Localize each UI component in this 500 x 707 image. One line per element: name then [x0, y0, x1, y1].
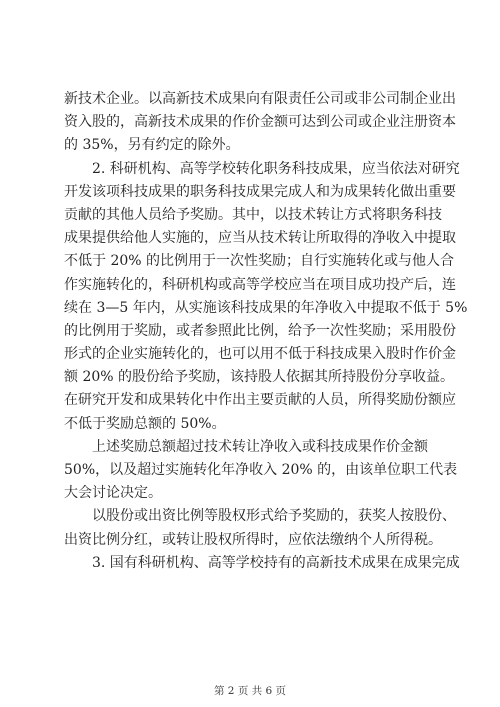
text-line: 形式的企业实施转化的，也可以用不低于科技成果入股时作价金	[64, 346, 456, 363]
paragraph-start-line: 3. 国有科研机构、高等学校持有的高新技术成果在成果完成	[92, 554, 460, 571]
page-footer: 第 2 页 共 6 页	[213, 685, 287, 697]
text-line: 续在 3—5 年内，从实施该科技成果的年净收入中提取不低于 5%	[64, 299, 468, 316]
paragraph-start-line: 上述奖励总额超过技术转让净收入或科技成果作价金额	[92, 438, 428, 455]
text-line: 出资比例分红，或转让股权所得时，应依法缴纳个人所得税。	[64, 531, 442, 548]
text-line: 成果提供给他人实施的，应当从技术转让所取得的净收入中提取	[64, 230, 456, 247]
text-line: 在研究开发和成果转化中作出主要贡献的人员，所得奖励份额应	[64, 392, 456, 409]
document-body	[64, 88, 468, 575]
paragraph-start-line: 2. 科研机构、高等学校转化职务科技成果，应当依法对研究	[92, 160, 460, 177]
text-line: 资入股的，高新技术成果的作价金额可达到公司或企业注册资本	[64, 114, 456, 131]
text-line: 贡献的其他人员给予奖励。其中，以技术转让方式将职务科技	[64, 206, 442, 223]
text-line: 的 35%，另有约定的除外。	[64, 137, 240, 154]
text-line: 新技术企业。以高新技术成果向有限责任公司或非公司制企业出	[64, 91, 456, 107]
text-line: 额 20% 的股份给予奖励，该持股人依据其所持股份分享收益。	[64, 369, 455, 386]
text-line: 不低于 20% 的比例用于一次性奖励；自行实施转化或与他人合	[64, 253, 455, 270]
text-line: 的比例用于奖励，或者参照此比例，给予一次性奖励；采用股份	[64, 322, 456, 339]
text-line: 大会讨论决定。	[64, 485, 162, 502]
text-line: 开发该项科技成果的职务科技成果完成人和为成果转化做出重要	[64, 183, 456, 200]
paragraph-start-line: 以股份或出资比例等股权形式给予奖励的，获奖人按股份、	[92, 508, 456, 525]
text-line: 50%，以及超过实施转化年净收入 20% 的，由该单位职工代表	[64, 462, 458, 478]
text-line: 作实施转化的，科研机构或高等学校应当在项目成功投产后，连	[64, 276, 456, 293]
text-line: 不低于奖励总额的 50%。	[64, 415, 226, 432]
